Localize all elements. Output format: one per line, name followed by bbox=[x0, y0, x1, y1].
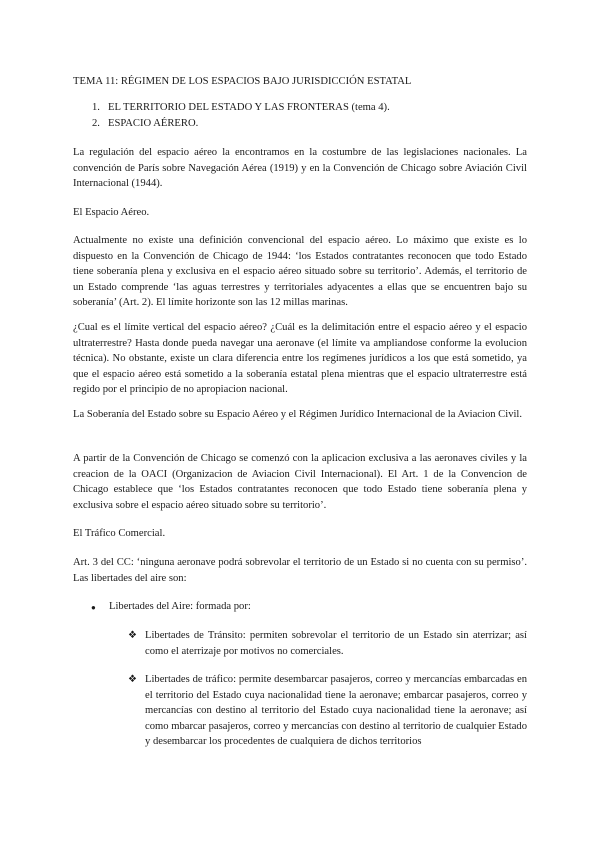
bullet-libertades-aire: Libertades del Aire: formada por: bbox=[109, 601, 251, 612]
paragraph-definicion: Actualmente no existe una definición convencional del espacio aéreo. Lo máximo que existe es lo dispuesto en la Convención de Chicago de 1944: ‘los Estados contratantes reconocen que todo Estado tiene soberanía plena y exclusiva en el espacio aéreo situado sobre su territorio’. Además, el territorio de un Estado comprende ‘las aguas terrestres y territoriales adyacentes a ellas que se encuentren bajo su soberanía’ (Art. 2). El límite horizonte son las 12 millas marinas. bbox=[73, 235, 527, 308]
diamond-bullet-icon: ❖ bbox=[128, 630, 137, 641]
paragraph-art3: Art. 3 del CC: ‘ninguna aeronave podrá sobrevolar el territorio de un Estado si no cuenta con su permiso’. Las libertades del aire son: bbox=[73, 557, 527, 584]
paragraph-limite-vertical: ¿Cual es el límite vertical del espacio aéreo? ¿Cuál es la delimitación entre el espacio aéreo y el espacio ultraterrestre? Hasta donde pueda navegar una aeronave (el límite va ampliandose conforme la evolucion técnica). No obstante, existe un clara diferencia entre los regímenes jurídicos a los que está sometido, ya que el espacio aéreo está sometido a la soberanía estatal plena mientras que el espacio ultraterrestre está regido por el principio de no apropiacion nacional. bbox=[73, 322, 527, 395]
intro-paragraph: La regulación del espacio aéreo la encontramos en la costumbre de las legislaciones nacionales. La convención de París sobre Navegación Aérea (1919) y en la Convención de Chicago sobre Aviación Civil Internacional (1944). bbox=[73, 147, 527, 189]
bullet-dot-icon: ● bbox=[91, 603, 96, 612]
list-item-territorio: EL TERRITORIO DEL ESTADO Y LAS FRONTERAS (tema 4). bbox=[108, 102, 390, 113]
document-title: TEMA 11: RÉGIMEN DE LOS ESPACIOS BAJO JURISDICCIÓN ESTATAL bbox=[73, 76, 412, 87]
paragraph-convencion-chicago: A partir de la Convención de Chicago se comenzó con la aplicacion exclusiva a las aeronaves civiles y la creacion de la OACI (Organizacion de Aviacion Civil Internacional). El Art. 1 de la Convencion de Chicago establece que ‘los Estados contratantes reconocen que todo Estado tiene soberanía plena y exclusiva sobre el espacio aéreo situado sobre su territorio’. bbox=[73, 453, 527, 511]
list-number-1: 1. bbox=[92, 102, 100, 113]
sub-item-libertades-trafico: Libertades de tráfico: permite desembarcar pasajeros, correo y mercancías embarcadas en el territorio del Estado cuya nacionalidad tiene la aeronave; embarcar pasajeros, correo y mercancías con destino al territorio del Estado cuya nacionalidad tiene la aeronave; así como mbarcar pasajeros, correo y mercancías con destino al territorio de cualquier Estado y desembarcar los procedentes de cualquiera de dichos territorios bbox=[145, 674, 527, 747]
diamond-bullet-icon: ❖ bbox=[128, 674, 137, 685]
heading-trafico-comercial: El Tráfico Comercial. bbox=[73, 528, 166, 539]
sub-item-libertades-transito: Libertades de Tránsito: permiten sobrevolar el territorio de un Estado sin aterrizar; así como el aterrizaje por motivos no comerciales. bbox=[145, 630, 527, 657]
heading-espacio-aereo: El Espacio Aéreo. bbox=[73, 207, 150, 218]
list-number-2: 2. bbox=[92, 118, 100, 129]
list-item-espacio-aereo: ESPACIO AÉRERO. bbox=[108, 118, 199, 129]
heading-soberania: La Soberanía del Estado sobre su Espacio Aéreo y el Régimen Jurídico Internacional de la Aviacion Civil. bbox=[73, 409, 523, 420]
